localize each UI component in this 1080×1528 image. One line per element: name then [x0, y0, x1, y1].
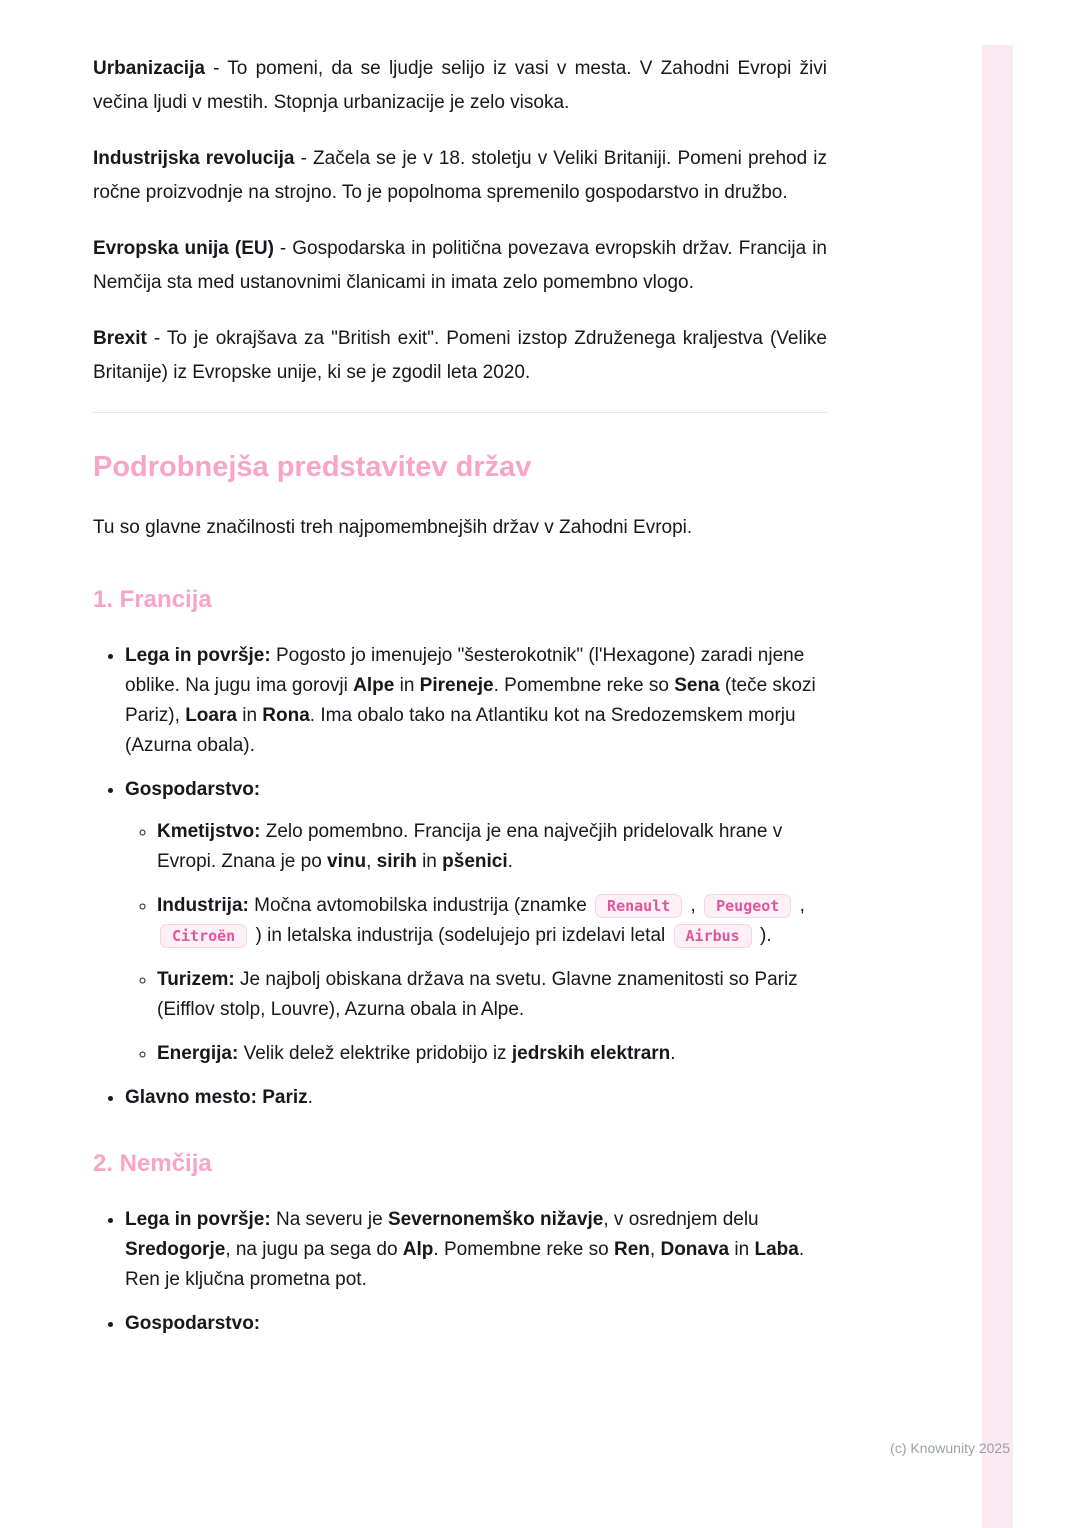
document-content: [93, 52, 827, 1375]
section-intro: Tu so glavne značilnosti treh najpomembnejših držav v Zahodni Evropi.: [93, 517, 693, 538]
list-item-industrija: [157, 891, 827, 951]
paragraph-industrijska-revolucija: Industrijska revolucija - Začela se je v 18. stoletju v Veliki Britaniji. Pomeni prehod iz ročne proizvodnje na strojno. To je popolnoma spremenilo gospodarstvo in družbo.: [93, 148, 827, 203]
page-side-strip: [982, 45, 1013, 1528]
rich-text: Energija: Velik delež elektrike pridobijo iz jedrskih elektrarn.: [157, 1043, 676, 1064]
france-gospodarstvo-sublist: [125, 817, 827, 1069]
list-item-gospodarstvo-nemcija: [125, 1309, 827, 1339]
rich-text: Glavno mesto: Pariz.: [125, 1087, 313, 1108]
rich-text: Gospodarstvo:: [125, 1313, 261, 1334]
rich-text: Turizem: Je najbolj obiskana država na svetu. Glavne znamenitosti so Pariz (Eifflov stolp, Louvre), Azurna obala in Alpe.: [157, 969, 798, 1020]
germany-list: [93, 1205, 827, 1339]
rich-text: Lega in površje: Na severu je Severnonemško nižavje, v osrednjem delu Sredogorje, na jugu pa sega do Alp. Pomembne reke so Ren, Donava in Laba. Ren je ključna prometna pot.: [125, 1209, 805, 1290]
code-chip: Renault: [595, 894, 682, 918]
list-item-gospodarstvo-francija: [125, 775, 827, 1069]
rich-text: Lega in površje: Pogosto jo imenujejo "šesterokotnik" (l'Hexagone) zaradi njene oblike. Na jugu ima gorovji Alpe in Pireneje. Pomembne reke so Sena (teče skozi Pariz), Loara in Rona. Ima obalo tako na Atlantiku kot na Sredozemskem morju (Azurna obala).: [125, 645, 816, 756]
list-item-lega-nemcija: [125, 1205, 827, 1295]
copyright-watermark: (c) Knowunity 2025: [890, 1440, 1010, 1456]
paragraph-urbanizacija: Urbanizacija - To pomeni, da se ljudje selijo iz vasi v mesta. V Zahodni Evropi živi večina ljudi v mestih. Stopnja urbanizacije je zelo visoka.: [93, 58, 827, 113]
rich-text: Gospodarstvo:: [125, 779, 261, 800]
section-divider: [93, 412, 827, 413]
code-chip: Airbus: [674, 924, 752, 948]
list-item-energija: [157, 1039, 827, 1069]
list-item-kmetijstvo: [157, 817, 827, 877]
rich-text: Industrija: Močna avtomobilska industrija (znamke Renault , Peugeot , Citroën ) in letalska industrija (sodelujejo pri izdelavi letal Airbus ).: [157, 895, 805, 946]
paragraph-brexit: Brexit - To je okrajšava za "British exit". Pomeni izstop Združenega kraljestva (Velike Britanije) iz Evropske unije, ki se je zgodil leta 2020.: [93, 328, 827, 383]
country-title-france: 1. Francija: [93, 586, 212, 613]
france-list: [93, 641, 827, 1113]
code-chip: Citroën: [160, 924, 247, 948]
section-title: Podrobnejša predstavitev držav: [93, 451, 532, 483]
country-title-germany: 2. Nemčija: [93, 1150, 212, 1177]
rich-text: Kmetijstvo: Zelo pomembno. Francija je ena največjih pridelovalk hrane v Evropi. Znana je po vinu, sirih in pšenici.: [157, 821, 783, 872]
code-chip: Peugeot: [704, 894, 791, 918]
list-item-lega-francija: [125, 641, 827, 761]
list-item-turizem: [157, 965, 827, 1025]
paragraph-evropska-unija: Evropska unija (EU) - Gospodarska in politična povezava evropskih držav. Francija in Nemčija sta med ustanovnimi članicami in imata zelo pomembno vlogo.: [93, 238, 827, 293]
list-item-glavno-mesto: [125, 1083, 827, 1113]
